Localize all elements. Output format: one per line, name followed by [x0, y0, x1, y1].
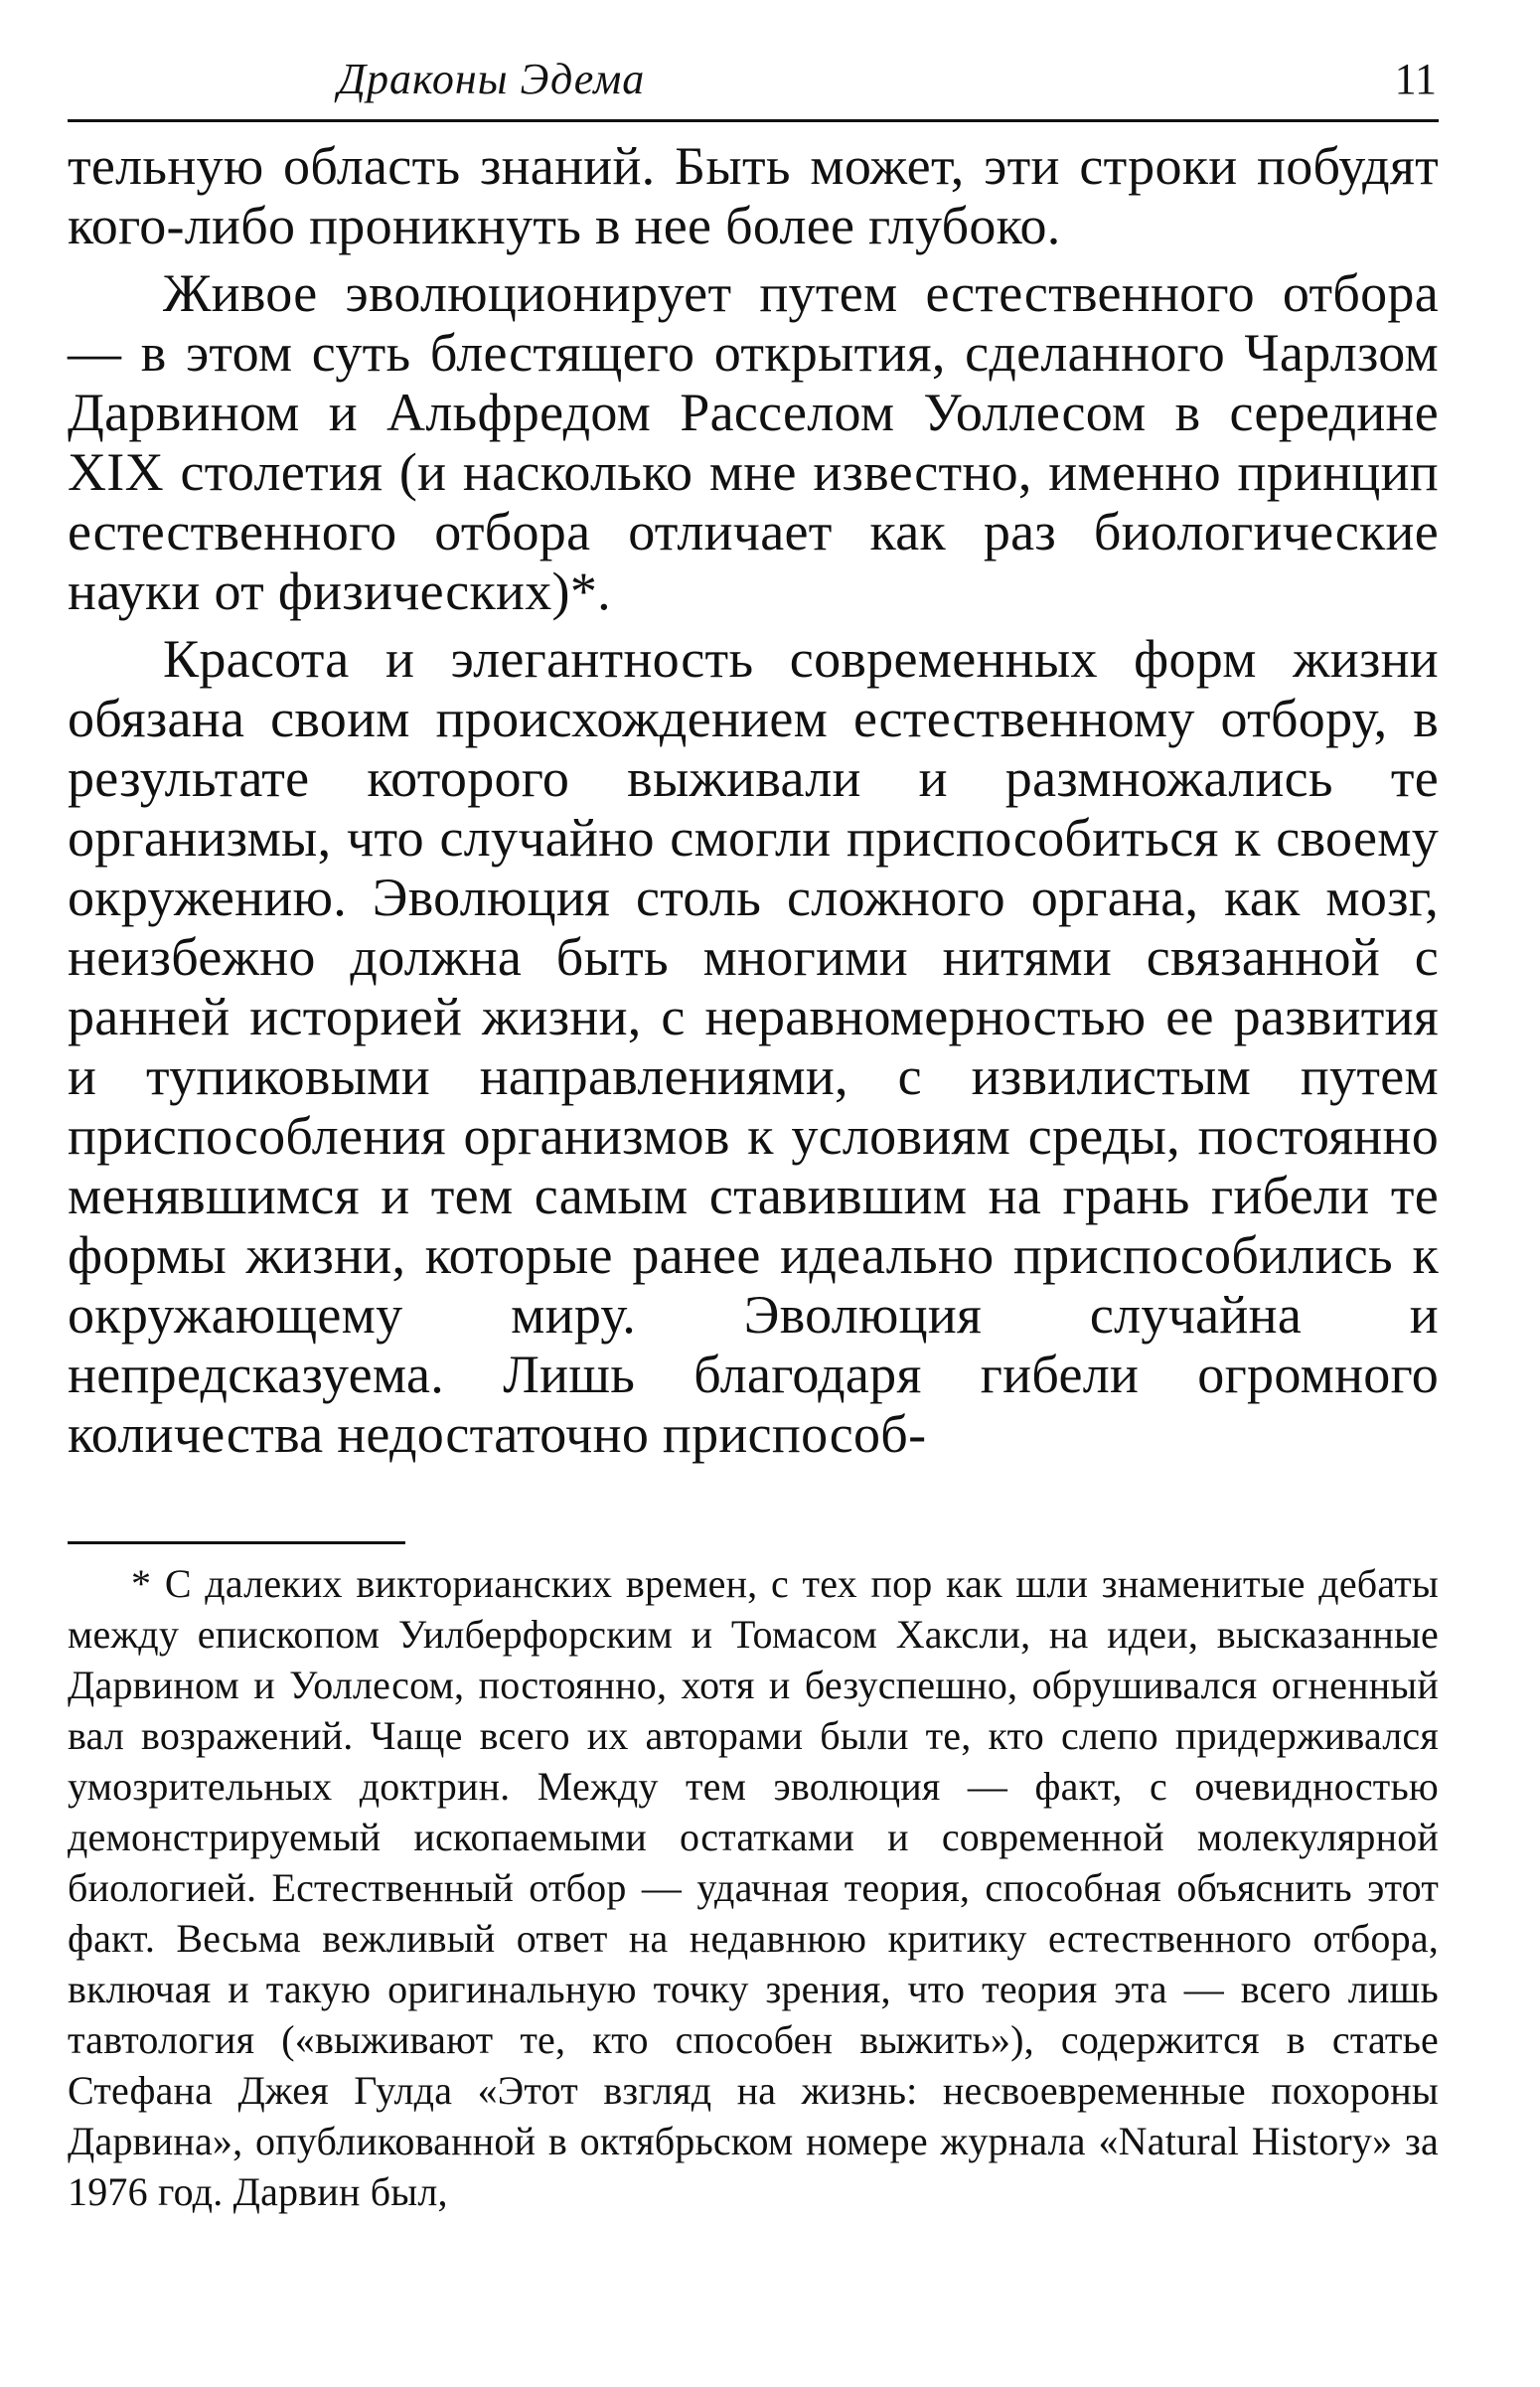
page-number: 11: [1394, 55, 1437, 103]
running-title: Драконы Эдема: [338, 55, 646, 103]
footnote: * С далеких викторианских времен, с тех пор как шли знаменитые дебаты между епископом Уилберфорским и Томасом Хаксли, на идеи, высказанные Дарвином и Уоллесом, постоянно, хотя и безуспешно, обрушивался огненный вал возражений. Чаще всего их авторами были те, кто слепо придерживался умозрительных доктрин. Между тем эволюция — факт, с очевидностью демонстрируемый ископаемыми остатками и современной молекулярной биологией. Естественный отбор — удачная теория, способная объяснить этот факт. Весьма вежливый ответ на недавнюю критику естественного отбора, включая и такую оригинальную точку зрения, что теория эта — всего лишь тавтология («выживают те, кто способен выжить»), содержится в статье Стефана Джея Гулда «Этот взгляд на жизнь: несвоевременные похороны Дарвина», опубликованной в октябрьском номере журнала «Natural History» за 1976 год. Дарвин был,: [68, 1561, 1439, 2214]
footnote-divider: [68, 1541, 405, 1544]
running-header: [68, 40, 1439, 122]
paragraph-evolution: Красота и элегантность современных форм жизни обязана своим происхождением естественному отбору, в результате которого выживали и размножались те организмы, что случайно смогли приспособиться к своему окружению. Эволюция столь сложного органа, как мозг, неизбежно должна быть многими нитями связанной с ранней историей жизни, с неравномерностью ее развития и тупиковыми направлениями, с извилистым путем приспособления организмов к условиям среды, постоянно менявшимся и тем самым ставившим на грань гибели те формы жизни, которые ранее идеально приспособились к окружающему миру. Эволюция случайна и непредсказуема. Лишь благодаря гибели огромного количества недостаточно приспособ-: [68, 629, 1439, 1464]
book-page: [68, 40, 1439, 2345]
paragraph-natural-selection: Живое эволюционирует путем естественного отбора — в этом суть блестящего открытия, сделанного Чарлзом Дарвином и Альфредом Расселом Уоллесом в середине XIX столетия (и насколько мне известно, именно принцип естественного отбора отличает как раз биологические науки от физических)*.: [68, 263, 1439, 621]
paragraph-continuation: тельную область знаний. Быть может, эти строки побудят кого-либо проникнуть в нее более глубоко.: [68, 136, 1439, 255]
main-text: [68, 136, 1439, 1464]
